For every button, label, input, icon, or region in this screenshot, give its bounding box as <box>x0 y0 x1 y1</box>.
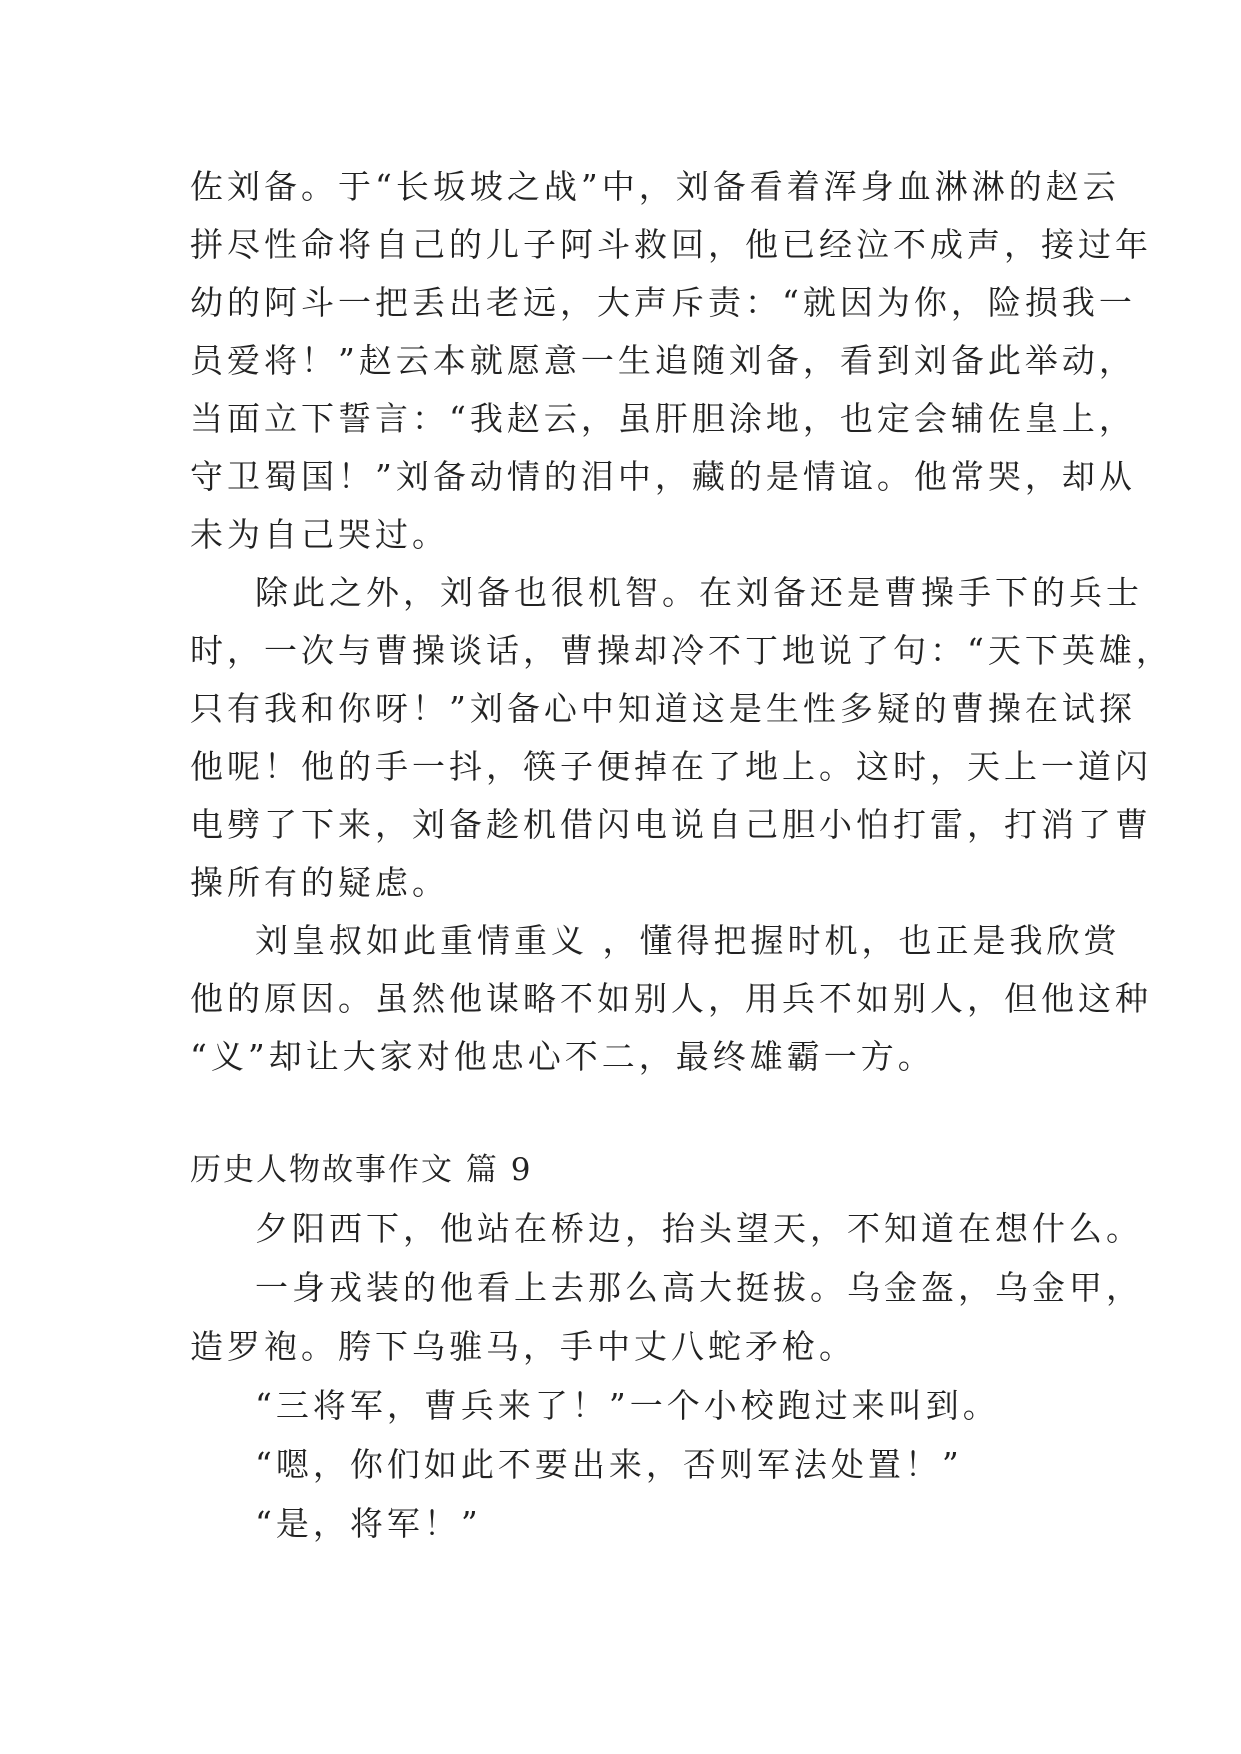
text-line: 刘皇叔如此重情重义 ，懂得把握时机，也正是我欣赏 <box>255 921 1121 960</box>
text-line: 他呢！他的手一抖，筷子便掉在了地上。这时，天上一道闪 <box>190 747 1152 786</box>
text-line: 时，一次与曹操谈话，曹操却冷不丁地说了句：“天下英雄， <box>190 631 1173 670</box>
text-line: 造罗袍。胯下乌骓马，手中丈八蛇矛枪。 <box>190 1327 856 1366</box>
text-line: 佐刘备。于“长坂坡之战”中，刘备看着浑身血淋淋的赵云 <box>190 167 1120 206</box>
section-title: 历史人物故事作文 篇 9 <box>190 1152 533 1188</box>
text-line: 当面立下誓言：“我赵云，虽肝胆涂地，也定会辅佐皇上， <box>190 399 1136 438</box>
dialogue-line: “是，将军！” <box>255 1504 482 1543</box>
text-line: 他的原因。虽然他谋略不如别人，用兵不如别人，但他这种 <box>190 979 1152 1018</box>
text-line: 操所有的疑虑。 <box>190 863 449 902</box>
text-line: “义”却让大家对他忠心不二，最终雄霸一方。 <box>190 1037 935 1076</box>
dialogue-line: “三将军，曹兵来了！”一个小校跑过来叫到。 <box>255 1386 1000 1425</box>
text-line: 员爱将！”赵云本就愿意一生追随刘备，看到刘备此举动， <box>190 341 1136 380</box>
text-line: 夕阳西下，他站在桥边，抬头望天，不知道在想什么。 <box>255 1209 1143 1248</box>
text-line: 守卫蜀国！”刘备动情的泪中，藏的是情谊。他常哭，却从 <box>190 457 1136 496</box>
text-line: 拼尽性命将自己的儿子阿斗救回，他已经泣不成声，接过年 <box>190 225 1152 264</box>
text-line: 一身戎装的他看上去那么高大挺拔。乌金盔，乌金甲， <box>255 1268 1143 1307</box>
text-line: 幼的阿斗一把丢出老远，大声斥责：“就因为你，险损我一 <box>190 283 1136 322</box>
text-line: 未为自己哭过。 <box>190 515 449 554</box>
dialogue-line: “嗯，你们如此不要出来，否则军法处置！” <box>255 1445 963 1484</box>
text-line: 只有我和你呀！”刘备心中知道这是生性多疑的曹操在试探 <box>190 689 1136 728</box>
text-line: 电劈了下来，刘备趁机借闪电说自己胆小怕打雷，打消了曹 <box>190 805 1152 844</box>
text-line: 除此之外，刘备也很机智。在刘备还是曹操手下的兵士 <box>255 573 1143 612</box>
